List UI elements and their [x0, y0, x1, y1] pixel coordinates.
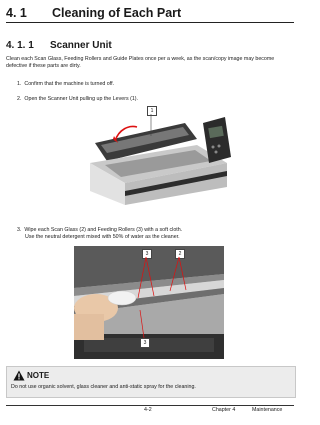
callout-leader-line	[150, 114, 152, 136]
callout-leader-lines	[74, 246, 224, 359]
intro-paragraph: Clean each Scan Glass, Feeding Rollers and Guide Plates once per a week, as the scan/copy image may become defective if these parts are dirty.	[6, 56, 275, 69]
scanner-open-figure	[85, 105, 233, 205]
section-number: 4. 1	[6, 6, 27, 20]
page-number: 4-2	[144, 407, 152, 413]
scanner-illustration	[85, 105, 233, 205]
step-text: Wipe each Scan Glass (2) and Feeding Rollers (3) with a soft cloth.	[24, 227, 183, 233]
step-text: Confirm that the machine is turned off.	[24, 81, 115, 87]
step-3	[17, 227, 182, 234]
warning-triangle-icon	[13, 370, 25, 381]
footer-divider	[6, 405, 294, 406]
callout-scan-glass: 2	[175, 249, 185, 259]
step-2	[17, 96, 138, 103]
step-1	[17, 81, 114, 88]
callout-feeding-roller: 3	[142, 249, 152, 259]
note-text: Do not use organic solvent, glass cleaner and anti-static spray for the cleaning.	[11, 384, 196, 390]
callout-feeding-roller-lower: 3	[140, 338, 150, 348]
subsection-heading	[6, 40, 112, 51]
note-title: NOTE	[27, 371, 50, 380]
chapter-title: Maintenance	[252, 407, 283, 413]
step-3-detail: Use the neutral detergent mixed with 50% of water as the cleaner.	[25, 234, 180, 240]
step-number: 3.	[17, 227, 22, 233]
note-box	[6, 366, 296, 398]
step-number: 1.	[17, 81, 22, 87]
callout-lever: 1	[147, 106, 157, 116]
step-number: 2.	[17, 96, 22, 102]
section-heading	[6, 6, 294, 23]
subsection-title: Scanner Unit	[50, 40, 112, 51]
section-title: Cleaning of Each Part	[52, 6, 182, 20]
wiping-glass-figure	[74, 246, 224, 359]
subsection-number: 4. 1. 1	[6, 40, 34, 51]
step-text: Open the Scanner Unit pulling up the Levers (1).	[24, 96, 139, 102]
chapter-label: Chapter 4	[212, 407, 236, 413]
